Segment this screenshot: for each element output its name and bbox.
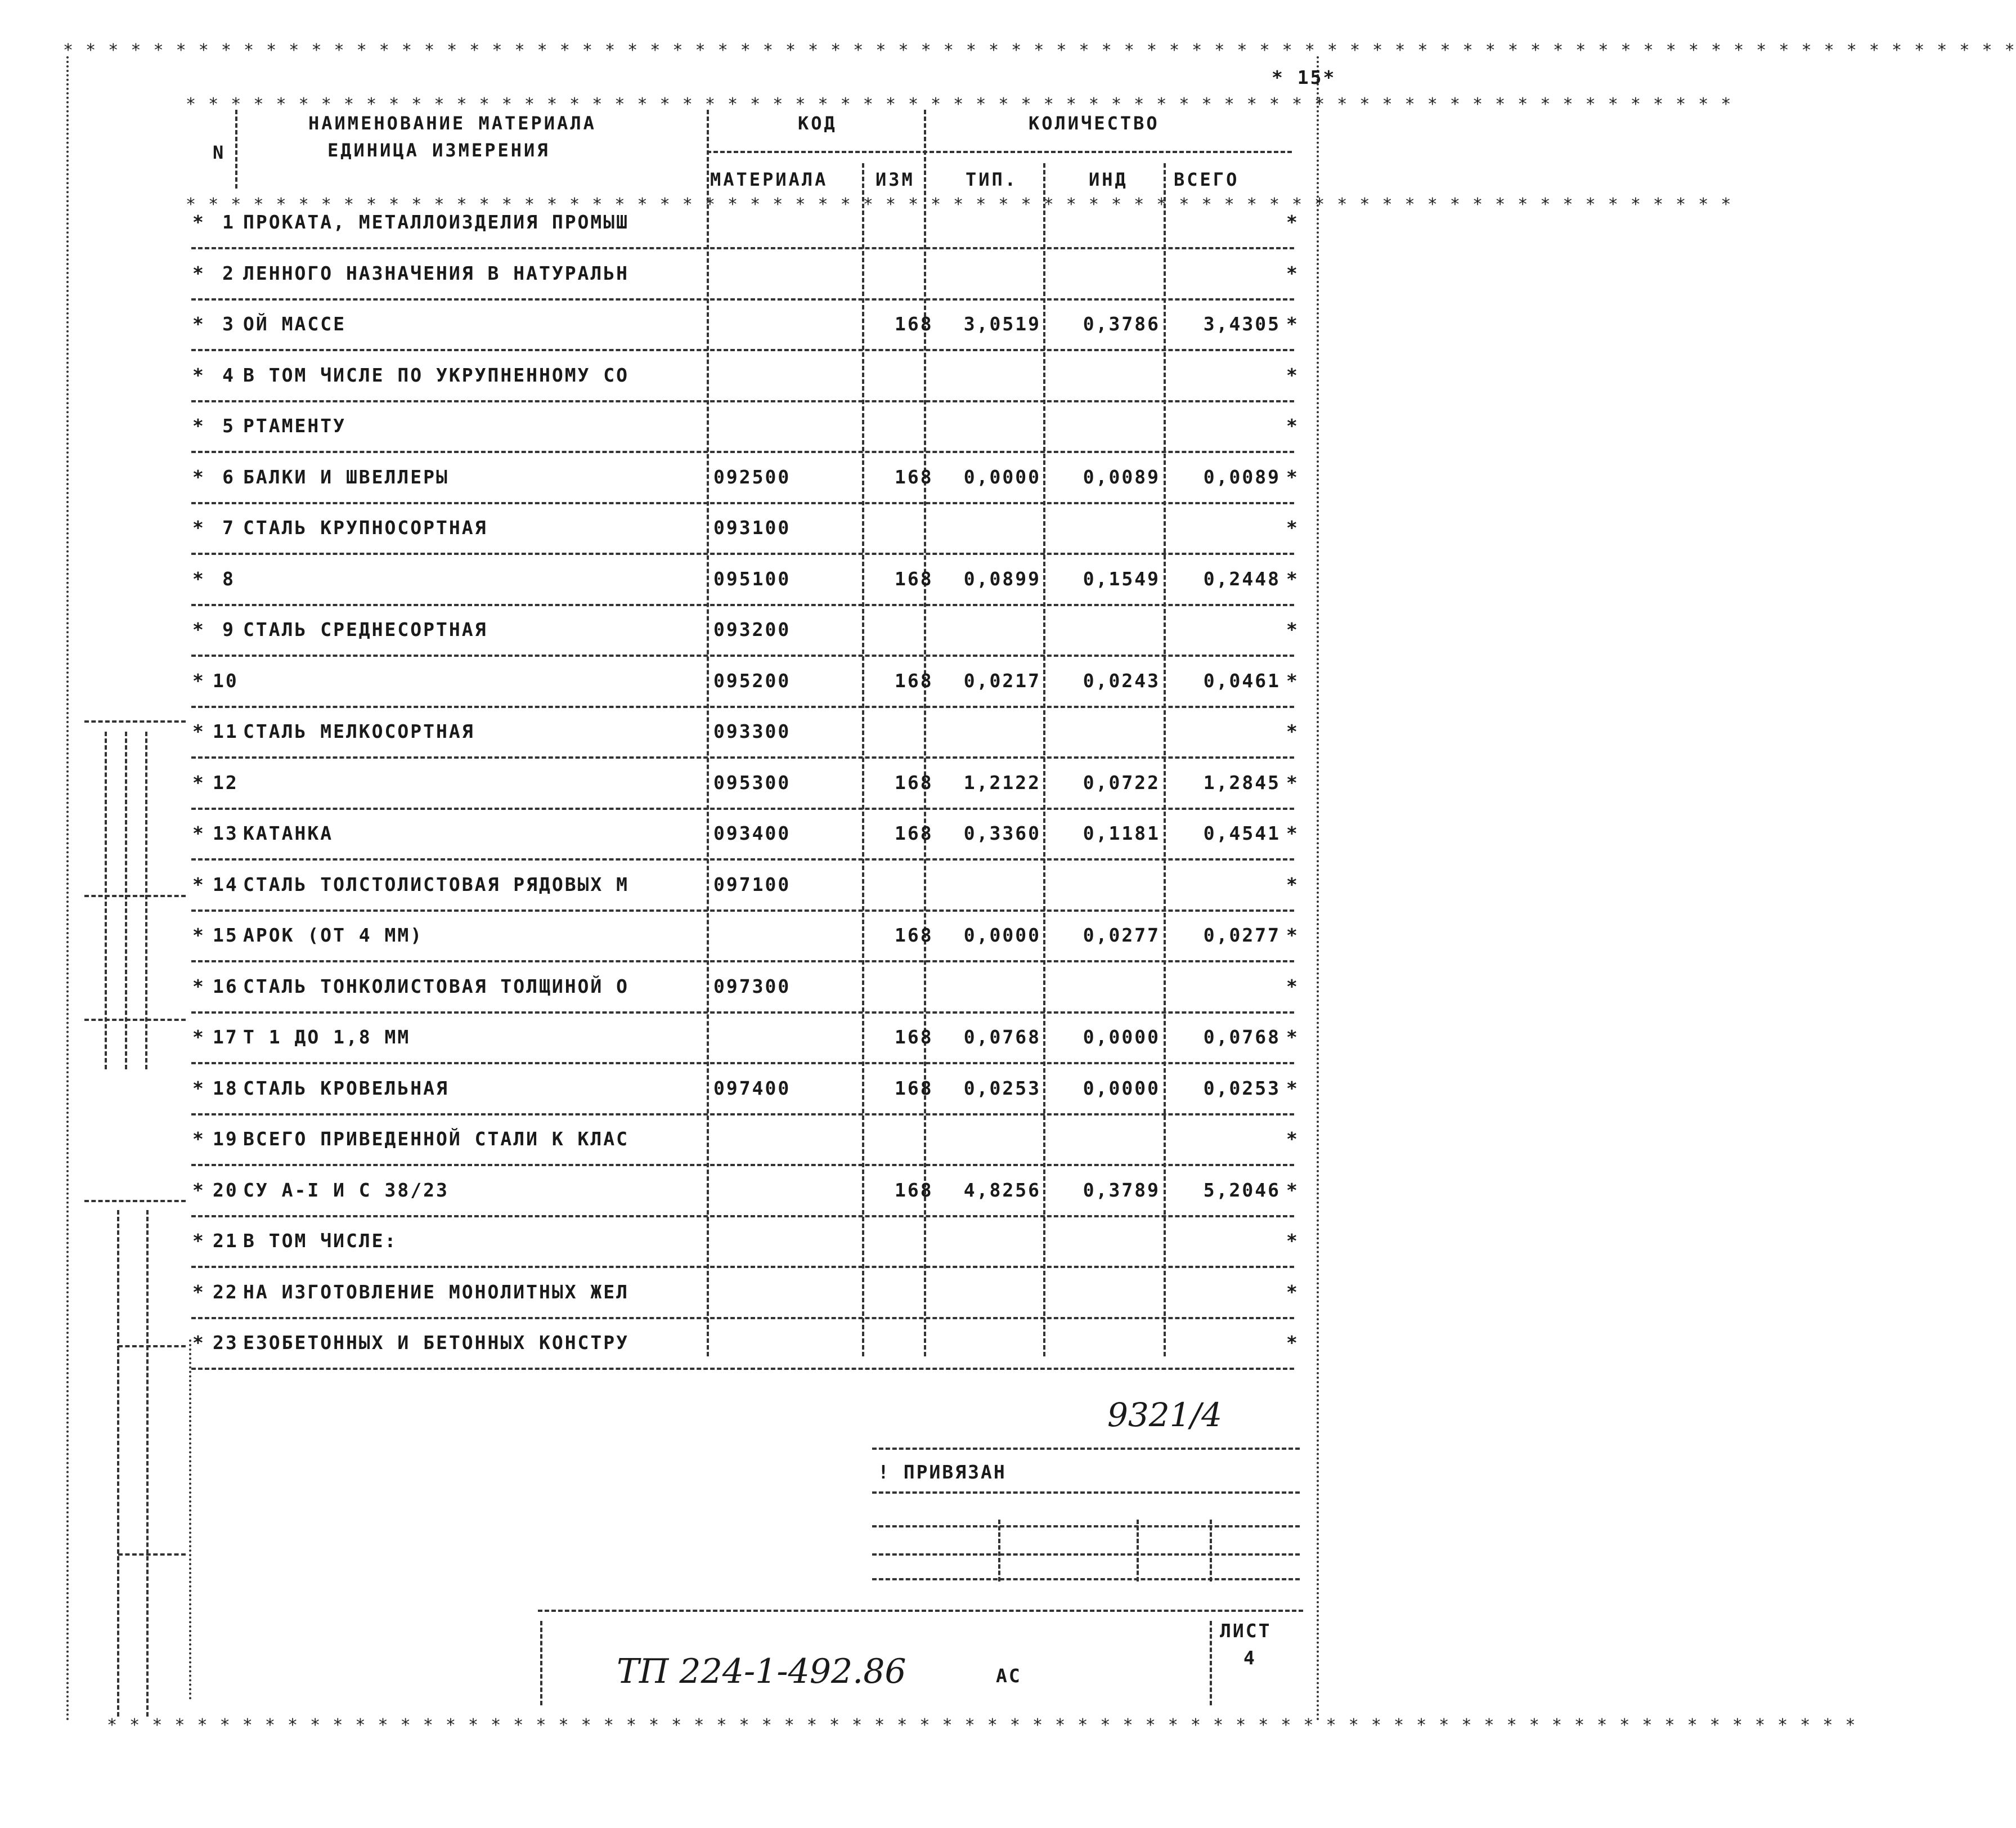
row-code: 097400: [713, 1077, 791, 1099]
header-type: ТИП.: [966, 169, 1018, 190]
row-code: 093400: [713, 822, 791, 844]
row-end-star: *: [1286, 313, 1299, 335]
row-name: СТАЛЬ КРОВЕЛЬНАЯ: [243, 1077, 449, 1099]
row-divider: [191, 960, 1294, 962]
row-code: 095100: [713, 567, 791, 590]
title-block-top: [538, 1610, 1303, 1612]
row-divider: [191, 349, 1294, 351]
row-divider: [191, 1164, 1294, 1166]
stamp-top-line: [872, 1448, 1300, 1450]
binding-dash-1: [84, 720, 186, 723]
header-subdivider: [707, 151, 1292, 153]
row-unit: 168: [895, 1179, 933, 1201]
row-total: 0,0089: [1203, 465, 1281, 488]
row-type: 1,2122: [963, 771, 1041, 794]
row-divider: [191, 502, 1294, 504]
row-star-mark: *: [192, 924, 205, 946]
row-number: 2: [222, 262, 235, 284]
row-divider: [191, 909, 1294, 912]
row-type: 0,3360: [963, 822, 1041, 844]
row-name: ОЙ МАССЕ: [243, 313, 346, 335]
row-star-mark: *: [192, 822, 205, 844]
row-end-star: *: [1286, 1077, 1299, 1099]
row-type: 4,8256: [963, 1179, 1041, 1201]
row-ind: 0,1549: [1083, 567, 1160, 590]
row-end-star: *: [1286, 771, 1299, 794]
row-star-mark: *: [192, 975, 205, 997]
header-quantity: КОЛИЧЕСТВО: [1029, 113, 1160, 134]
row-divider: [191, 1011, 1294, 1014]
row-unit: 168: [895, 313, 933, 335]
row-code: 097300: [713, 975, 791, 997]
header-bottom-border: * * * * * * * * * * * * * * * * * * * * * * * * * * * * * * * * * * * * * * * * * * * * * * * * * * * * * * * * * * * * * * * * * * * * *: [186, 195, 1732, 214]
row-divider: [191, 1266, 1294, 1268]
row-number: 5: [222, 415, 235, 437]
row-total: 0,0768: [1203, 1026, 1281, 1048]
row-end-star: *: [1286, 1128, 1299, 1150]
stamp-col-1: [998, 1520, 1000, 1581]
row-number: 3: [222, 313, 235, 335]
row-ind: 0,0000: [1083, 1026, 1160, 1048]
sheet-label: ЛИСТ: [1220, 1620, 1272, 1642]
row-divider: [191, 655, 1294, 657]
row-divider: [191, 247, 1294, 249]
row-number: 11: [213, 720, 239, 742]
row-name: СУ А-I И С 38/23: [243, 1179, 449, 1201]
row-star-mark: *: [192, 415, 205, 437]
row-star-mark: *: [192, 1230, 205, 1252]
binding-frame-line-5: [146, 1210, 149, 1717]
row-number: 15: [213, 924, 239, 946]
row-total: 0,4541: [1203, 822, 1281, 844]
row-star-mark: *: [192, 517, 205, 539]
row-code: 097100: [713, 873, 791, 895]
row-name: ПРОКАТА, МЕТАЛЛОИЗДЕЛИЯ ПРОМЫШ: [243, 211, 630, 233]
row-divider: [191, 808, 1294, 810]
stamp-line-2: [872, 1525, 1300, 1527]
stamp-bound-label: ! ПРИВЯЗАН: [878, 1461, 1007, 1483]
title-block-left: [540, 1621, 542, 1705]
row-name: СТАЛЬ ТОНКОЛИСТОВАЯ ТОЛЩИНОЙ О: [243, 975, 630, 997]
doc-code: ТП 224-1-492.86: [617, 1652, 906, 1691]
row-end-star: *: [1286, 465, 1299, 488]
row-number: 16: [213, 975, 239, 997]
doc-suffix: АС: [996, 1665, 1022, 1687]
row-type: 0,0000: [963, 465, 1041, 488]
row-name: ВСЕГО ПРИВЕДЕННОЙ СТАЛИ К КЛАС: [243, 1128, 630, 1150]
row-type: 0,0253: [963, 1077, 1041, 1099]
row-ind: 0,3786: [1083, 313, 1160, 335]
binding-frame-dots: [189, 1339, 191, 1700]
row-divider: [191, 756, 1294, 759]
binding-dash-6: [118, 1553, 186, 1556]
row-end-star: *: [1286, 1179, 1299, 1201]
row-star-mark: *: [192, 771, 205, 794]
row-number: 23: [213, 1332, 239, 1354]
header-unit: ИЗМ: [875, 169, 915, 190]
left-margin-dots: [66, 56, 69, 1722]
handwritten-number: 9321/4: [1107, 1396, 1223, 1434]
row-ind: 0,0277: [1083, 924, 1160, 946]
row-star-mark: *: [192, 1179, 205, 1201]
row-number: 7: [222, 517, 235, 539]
row-divider: [191, 1368, 1294, 1370]
row-name: В ТОМ ЧИСЛЕ ПО УКРУПНЕННОМУ СО: [243, 364, 630, 386]
row-unit: 168: [895, 822, 933, 844]
row-ind: 0,0000: [1083, 1077, 1160, 1099]
row-star-mark: *: [192, 465, 205, 488]
row-name: СТАЛЬ КРУПНОСОРТНАЯ: [243, 517, 488, 539]
row-end-star: *: [1286, 211, 1299, 233]
row-number: 13: [213, 822, 239, 844]
row-divider: [191, 451, 1294, 453]
row-number: 19: [213, 1128, 239, 1150]
row-name: НА ИЗГОТОВЛЕНИЕ МОНОЛИТНЫХ ЖЕЛ: [243, 1280, 630, 1303]
bottom-star-border: * * * * * * * * * * * * * * * * * * * * * * * * * * * * * * * * * * * * * * * * * * * * * * * * * * * * * * * * * * * * * * * * * * * * * * * * * * * * * *: [107, 1715, 1857, 1735]
row-end-star: *: [1286, 415, 1299, 437]
row-divider: [191, 1317, 1294, 1319]
row-ind: 0,0722: [1083, 771, 1160, 794]
col-sep-type: [1043, 163, 1045, 1356]
stamp-line-1: [872, 1491, 1300, 1494]
row-end-star: *: [1286, 720, 1299, 742]
row-type: 0,0217: [963, 669, 1041, 692]
row-type: 0,0000: [963, 924, 1041, 946]
header-total: ВСЕГО: [1174, 169, 1240, 190]
row-ind: 0,1181: [1083, 822, 1160, 844]
row-type: 3,0519: [963, 313, 1041, 335]
row-end-star: *: [1286, 364, 1299, 386]
row-ind: 0,0243: [1083, 669, 1160, 692]
header-n: N: [213, 142, 226, 163]
row-number: 9: [222, 619, 235, 640]
row-end-star: *: [1286, 1332, 1299, 1354]
row-name: ЛЕННОГО НАЗНАЧЕНИЯ В НАТУРАЛЬН: [243, 262, 630, 284]
page-number: * 15*: [1272, 66, 1336, 88]
row-star-mark: *: [192, 873, 205, 895]
top-star-border: * * * * * * * * * * * * * * * * * * * * * * * * * * * * * * * * * * * * * * * * * * * * * * * * * * * * * * * * * * * * * * * * * * * * * * * * * * * * * * * * * * * * * * *: [63, 41, 2016, 60]
row-end-star: *: [1286, 1280, 1299, 1303]
row-end-star: *: [1286, 873, 1299, 895]
row-star-mark: *: [192, 1128, 205, 1150]
row-divider: [191, 706, 1294, 708]
row-type: 0,0768: [963, 1026, 1041, 1048]
row-type: 0,0899: [963, 567, 1041, 590]
binding-frame-line-4: [117, 1210, 119, 1717]
row-end-star: *: [1286, 1230, 1299, 1252]
row-number: 14: [213, 873, 239, 895]
binding-dash-3: [84, 1019, 186, 1021]
row-code: 095200: [713, 669, 791, 692]
row-name: КАТАНКА: [243, 822, 334, 844]
sheet-number: 4: [1243, 1647, 1256, 1669]
row-star-mark: *: [192, 1077, 205, 1099]
binding-dash-2: [84, 895, 186, 897]
title-block-right: [1210, 1621, 1212, 1705]
row-code: 093100: [713, 517, 791, 539]
row-total: 0,0253: [1203, 1077, 1281, 1099]
row-code: 093200: [713, 619, 791, 640]
row-name: ЕЗОБЕТОННЫХ И БЕТОННЫХ КОНСТРУ: [243, 1332, 630, 1354]
binding-dash-5: [118, 1345, 186, 1347]
row-number: 17: [213, 1026, 239, 1048]
header-code: КОД: [798, 113, 837, 134]
row-unit: 168: [895, 771, 933, 794]
row-number: 1: [222, 211, 235, 233]
row-unit: 168: [895, 1026, 933, 1048]
row-star-mark: *: [192, 1280, 205, 1303]
row-star-mark: *: [192, 364, 205, 386]
row-divider: [191, 1215, 1294, 1217]
row-divider: [191, 400, 1294, 402]
col-sep-unit: [924, 110, 926, 1356]
row-end-star: *: [1286, 517, 1299, 539]
row-total: 0,2448: [1203, 567, 1281, 590]
table-top-border: * * * * * * * * * * * * * * * * * * * * * * * * * * * * * * * * * * * * * * * * * * * * * * * * * * * * * * * * * * * * * * * * * * * * *: [186, 95, 1732, 114]
row-name: БАЛКИ И ШВЕЛЛЕРЫ: [243, 465, 449, 488]
row-number: 21: [213, 1230, 239, 1252]
row-unit: 168: [895, 1077, 933, 1099]
row-total: 0,0277: [1203, 924, 1281, 946]
row-divider: [191, 604, 1294, 606]
row-divider: [191, 298, 1294, 301]
row-total: 1,2845: [1203, 771, 1281, 794]
row-end-star: *: [1286, 262, 1299, 284]
row-total: 3,4305: [1203, 313, 1281, 335]
header-material: МАТЕРИАЛА: [710, 169, 828, 190]
row-end-star: *: [1286, 669, 1299, 692]
row-end-star: *: [1286, 822, 1299, 844]
row-star-mark: *: [192, 262, 205, 284]
col-sep-ind: [1164, 163, 1166, 1356]
row-end-star: *: [1286, 975, 1299, 997]
row-unit: 168: [895, 669, 933, 692]
row-star-mark: *: [192, 567, 205, 590]
row-unit: 168: [895, 924, 933, 946]
row-total: 5,2046: [1203, 1179, 1281, 1201]
header-name-line2: ЕДИНИЦА ИЗМЕРЕНИЯ: [327, 140, 550, 161]
row-number: 4: [222, 364, 235, 386]
row-star-mark: *: [192, 211, 205, 233]
row-number: 20: [213, 1179, 239, 1201]
row-name: РТАМЕНТУ: [243, 415, 346, 437]
row-divider: [191, 553, 1294, 555]
row-ind: 0,3789: [1083, 1179, 1160, 1201]
row-code: 092500: [713, 465, 791, 488]
row-number: 22: [213, 1280, 239, 1303]
right-margin-dots: [1317, 56, 1319, 1722]
row-unit: 168: [895, 465, 933, 488]
row-star-mark: *: [192, 669, 205, 692]
col-sep-code: [862, 163, 864, 1356]
stamp-line-4: [872, 1578, 1300, 1580]
header-name-line1: НАИМЕНОВАНИЕ МАТЕРИАЛА: [308, 113, 596, 134]
row-divider: [191, 858, 1294, 861]
row-number: 6: [222, 465, 235, 488]
row-name: СТАЛЬ ТОЛСТОЛИСТОВАЯ РЯДОВЫХ М: [243, 873, 630, 895]
row-name: Т 1 ДО 1,8 ММ: [243, 1026, 411, 1048]
row-code: 093300: [713, 720, 791, 742]
row-star-mark: *: [192, 619, 205, 640]
row-divider: [191, 1062, 1294, 1064]
row-name: СТАЛЬ СРЕДНЕСОРТНАЯ: [243, 619, 488, 640]
row-divider: [191, 1113, 1294, 1115]
row-end-star: *: [1286, 924, 1299, 946]
row-star-mark: *: [192, 313, 205, 335]
row-code: 095300: [713, 771, 791, 794]
row-number: 8: [222, 567, 235, 590]
stamp-col-2: [1137, 1520, 1139, 1581]
row-name: В ТОМ ЧИСЛЕ:: [243, 1230, 398, 1252]
row-end-star: *: [1286, 619, 1299, 640]
row-star-mark: *: [192, 1332, 205, 1354]
row-total: 0,0461: [1203, 669, 1281, 692]
col-sep-name: [707, 110, 709, 1356]
stamp-line-3: [872, 1553, 1300, 1556]
stamp-col-3: [1210, 1520, 1212, 1581]
row-star-mark: *: [192, 720, 205, 742]
row-unit: 168: [895, 567, 933, 590]
row-number: 12: [213, 771, 239, 794]
row-star-mark: *: [192, 1026, 205, 1048]
row-number: 18: [213, 1077, 239, 1099]
col-sep-n: [235, 110, 237, 189]
row-end-star: *: [1286, 567, 1299, 590]
row-name: АРОК (ОТ 4 ММ): [243, 924, 424, 946]
binding-dash-4: [84, 1200, 186, 1202]
row-name: СТАЛЬ МЕЛКОСОРТНАЯ: [243, 720, 475, 742]
header-ind: ИНД: [1089, 169, 1128, 190]
row-ind: 0,0089: [1083, 465, 1160, 488]
row-number: 10: [213, 669, 239, 692]
row-end-star: *: [1286, 1026, 1299, 1048]
